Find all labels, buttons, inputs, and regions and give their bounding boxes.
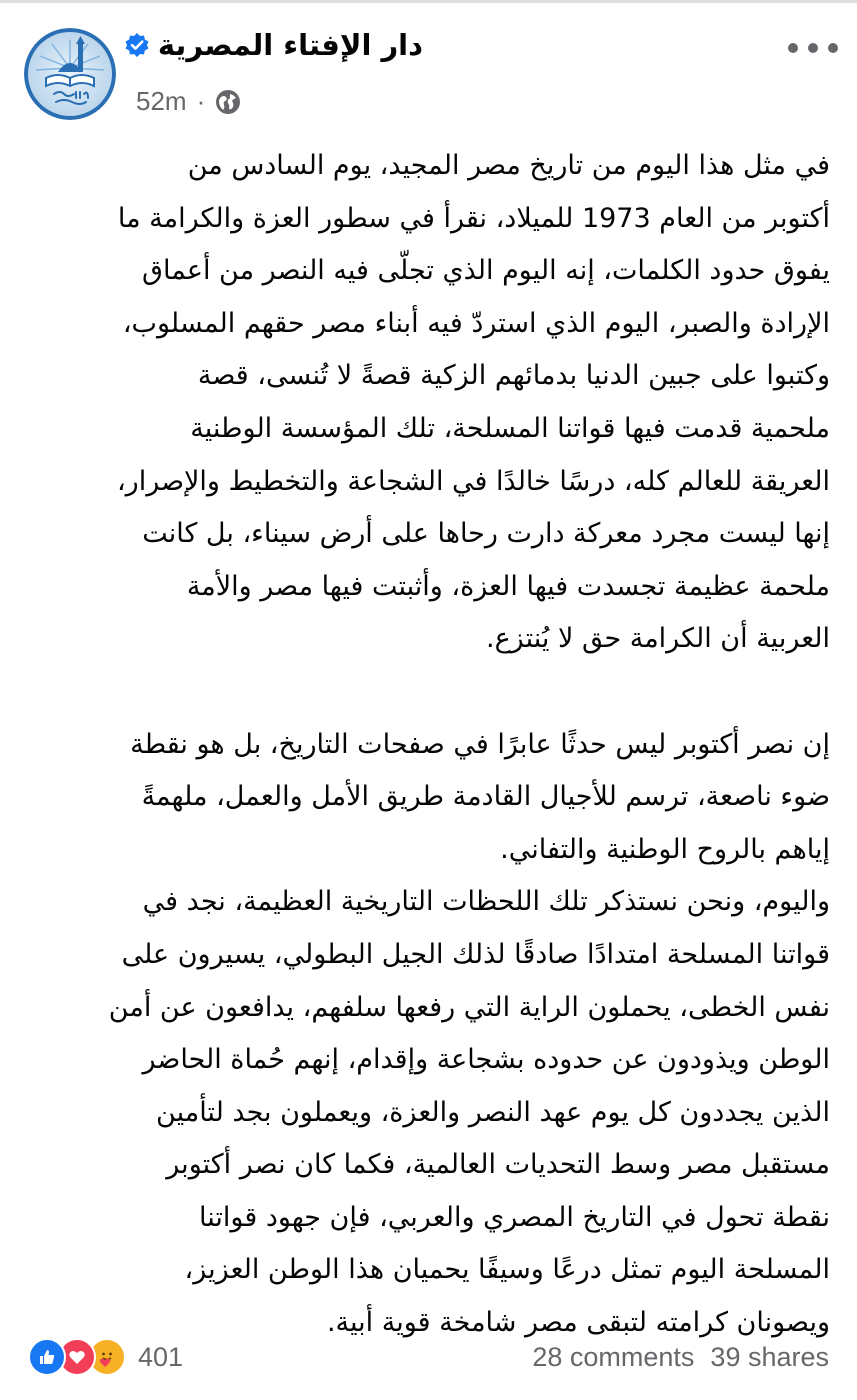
author-line [124,28,423,62]
engagement-counts [532,1342,829,1373]
dar-al-iftaa-logo [24,28,116,120]
post-text [30,140,830,1350]
globe-icon[interactable] [215,89,241,115]
post-header [0,0,857,140]
author-name[interactable]: دار الإفتاء المصرية [157,28,423,62]
more-dot [788,43,798,53]
post-paragraph-3: واليوم، ونحن نستذكر تلك اللحظات التاريخية العظيمة، نجد في قواتنا المسلحة امتدادًا صادقًا لذلك الجيل البطولي، يسيرون على نفس الخطى، يحملون الراية التي رفعها سلفهم، يدافعون عن أمن الوطن ويذودون عن حدوده بشجاعة وإقدام، إنهم حُماة الحاضر الذين يجددون كل يوم عهد النصر والعزة، ويعملون بجد لتأمين مستقبل مصر وسط التحديات العالمية، فكما كان نصر أكتوبر نقطة تحول في التاريخ المصري والعربي، فإن جهود قواتنا المسلحة اليوم تمثل درعًا وسيفًا يحميان هذا الوطن العزيز، ويصونان كرامته لتبقى مصر شامخة قوية أبية. [108,886,830,1339]
more-dot [828,43,838,53]
post-time[interactable]: 52m [136,86,187,116]
comments-count[interactable]: 28 comments [532,1342,695,1372]
like-icon [28,1338,66,1376]
paragraph-gap [30,666,830,719]
post-paragraph-1: في مثل هذا اليوم من تاريخ مصر المجيد، يوم السادس من أكتوبر من العام 1973 للميلاد، نقرأ في سطور العزة والكرامة ما يفوق حدود الكلمات، إنه اليوم الذي تجلّى فيه النصر من أعماق الإرادة والصبر، اليوم الذي استردّ فيه أبناء مصر حقهم المسلوب، وكتبوا على جبين الدنيا بدمائهم الزكية قصةً لا تُنسى، قصة ملحمية قدمت فيها قواتنا المسلحة، تلك المؤسسة الوطنية العريقة للعالم كله، درسًا خالدًا في الشجاعة والتخطيط والإصرار، إنها ليست مجرد معركة دارت رحاها على أرض سيناء، بل كانت ملحمة عظيمة تجسدت فيها العزة، وأثبتت فيها مصر والأمة العربية أن الكرامة حق لا يُنتزع. [116,150,830,655]
reaction-count: 401 [138,1341,184,1372]
shares-count[interactable]: 39 shares [710,1342,829,1372]
more-dot [808,43,818,53]
verified-badge-icon [124,32,150,58]
post-footer [0,1330,857,1390]
reactions-summary[interactable] [28,1338,183,1376]
meta-separator: · [196,86,206,116]
more-options-icon[interactable] [788,36,838,60]
post-paragraph-2: إن نصر أكتوبر ليس حدثًا عابرًا في صفحات التاريخ، بل هو نقطة ضوء ناصعة، ترسم للأجيال القادمة طريق الأمل والعمل، ملهمةً إياهم بالروح الوطنية والتفاني. [130,728,830,865]
page-avatar[interactable] [24,28,116,120]
post-meta [136,86,241,117]
